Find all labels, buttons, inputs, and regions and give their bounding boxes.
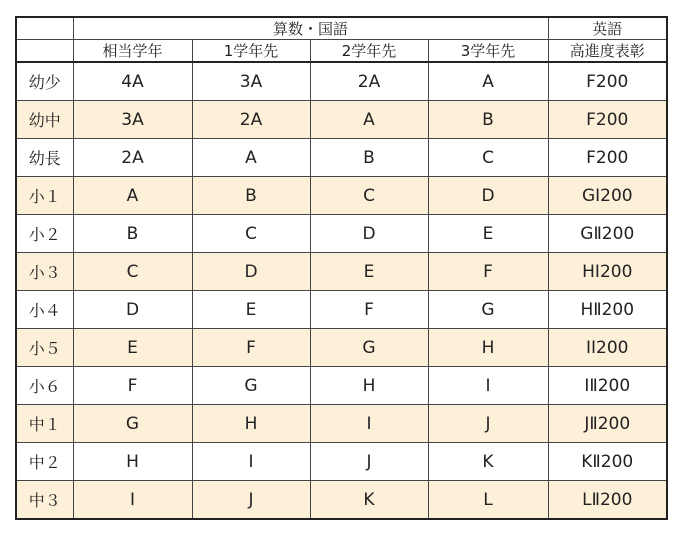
row-grade-label: 小２: [16, 215, 73, 253]
group-header-english: 英語: [548, 17, 667, 40]
cell-1-ahead: F: [192, 329, 310, 367]
table-row: [16, 177, 667, 215]
cell-3-ahead: D: [428, 177, 548, 215]
cell-2-ahead: F: [310, 291, 428, 329]
cell-3-ahead: A: [428, 62, 548, 101]
cell-3-ahead: K: [428, 443, 548, 481]
cell-2-ahead: E: [310, 253, 428, 291]
cell-1-ahead: G: [192, 367, 310, 405]
table-row: [16, 367, 667, 405]
group-header-row: [16, 17, 667, 40]
cell-1-ahead: B: [192, 177, 310, 215]
column-header-3-ahead: 3学年先: [428, 40, 548, 63]
cell-3-ahead: C: [428, 139, 548, 177]
table-row: [16, 443, 667, 481]
cell-3-ahead: L: [428, 481, 548, 520]
cell-advanced-award: IⅠ200: [548, 329, 667, 367]
table-row: [16, 215, 667, 253]
cell-advanced-award: HⅠ200: [548, 253, 667, 291]
cell-3-ahead: E: [428, 215, 548, 253]
cell-equivalent: A: [73, 177, 192, 215]
cell-2-ahead: I: [310, 405, 428, 443]
cell-1-ahead: J: [192, 481, 310, 520]
cell-1-ahead: D: [192, 253, 310, 291]
cell-equivalent: F: [73, 367, 192, 405]
cell-2-ahead: G: [310, 329, 428, 367]
table-row: [16, 291, 667, 329]
row-grade-label: 小４: [16, 291, 73, 329]
cell-3-ahead: H: [428, 329, 548, 367]
cell-3-ahead: B: [428, 101, 548, 139]
cell-advanced-award: KⅡ200: [548, 443, 667, 481]
cell-equivalent: C: [73, 253, 192, 291]
cell-advanced-award: IⅡ200: [548, 367, 667, 405]
cell-advanced-award: F200: [548, 101, 667, 139]
cell-equivalent: B: [73, 215, 192, 253]
table-row: [16, 253, 667, 291]
cell-3-ahead: F: [428, 253, 548, 291]
table-body: [16, 62, 667, 519]
cell-3-ahead: J: [428, 405, 548, 443]
cell-1-ahead: H: [192, 405, 310, 443]
cell-2-ahead: C: [310, 177, 428, 215]
row-grade-label: 幼中: [16, 101, 73, 139]
cell-2-ahead: B: [310, 139, 428, 177]
header-corner: [16, 17, 73, 40]
table-row: [16, 139, 667, 177]
cell-equivalent: 2A: [73, 139, 192, 177]
cell-1-ahead: 3A: [192, 62, 310, 101]
cell-equivalent: 3A: [73, 101, 192, 139]
table-row: [16, 62, 667, 101]
cell-equivalent: H: [73, 443, 192, 481]
table-row: [16, 481, 667, 520]
column-header-grade: [16, 40, 73, 63]
column-header-1-ahead: 1学年先: [192, 40, 310, 63]
cell-advanced-award: JⅡ200: [548, 405, 667, 443]
cell-1-ahead: E: [192, 291, 310, 329]
cell-advanced-award: LⅡ200: [548, 481, 667, 520]
cell-1-ahead: A: [192, 139, 310, 177]
row-grade-label: 小３: [16, 253, 73, 291]
table-row: [16, 405, 667, 443]
cell-1-ahead: 2A: [192, 101, 310, 139]
cell-equivalent: D: [73, 291, 192, 329]
cell-advanced-award: GⅠ200: [548, 177, 667, 215]
row-grade-label: 中３: [16, 481, 73, 520]
cell-advanced-award: HⅡ200: [548, 291, 667, 329]
table-row: [16, 101, 667, 139]
cell-advanced-award: F200: [548, 139, 667, 177]
cell-2-ahead: J: [310, 443, 428, 481]
cell-advanced-award: GⅡ200: [548, 215, 667, 253]
cell-3-ahead: G: [428, 291, 548, 329]
cell-2-ahead: H: [310, 367, 428, 405]
cell-equivalent: I: [73, 481, 192, 520]
cell-2-ahead: K: [310, 481, 428, 520]
grade-level-table: [15, 16, 668, 520]
row-grade-label: 小１: [16, 177, 73, 215]
row-grade-label: 小５: [16, 329, 73, 367]
column-header-row: [16, 40, 667, 63]
row-grade-label: 小６: [16, 367, 73, 405]
row-grade-label: 幼少: [16, 62, 73, 101]
row-grade-label: 幼長: [16, 139, 73, 177]
row-grade-label: 中２: [16, 443, 73, 481]
column-header-advanced-award: 高進度表彰: [548, 40, 667, 63]
cell-equivalent: E: [73, 329, 192, 367]
cell-equivalent: 4A: [73, 62, 192, 101]
cell-2-ahead: 2A: [310, 62, 428, 101]
cell-2-ahead: A: [310, 101, 428, 139]
cell-1-ahead: I: [192, 443, 310, 481]
column-header-2-ahead: 2学年先: [310, 40, 428, 63]
table-row: [16, 329, 667, 367]
column-header-equivalent: 相当学年: [73, 40, 192, 63]
row-grade-label: 中１: [16, 405, 73, 443]
group-header-math-japanese: 算数・国語: [73, 17, 548, 40]
cell-2-ahead: D: [310, 215, 428, 253]
cell-advanced-award: F200: [548, 62, 667, 101]
cell-equivalent: G: [73, 405, 192, 443]
cell-3-ahead: I: [428, 367, 548, 405]
cell-1-ahead: C: [192, 215, 310, 253]
